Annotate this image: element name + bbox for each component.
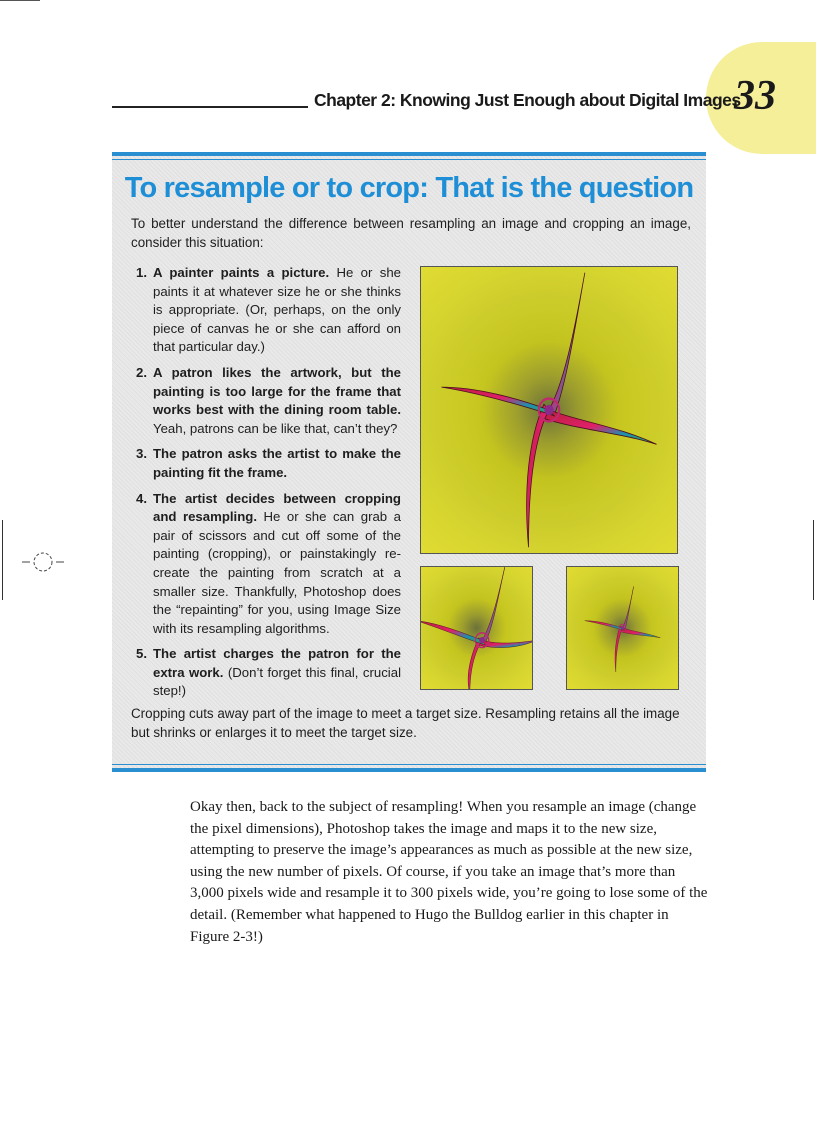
- step-lead: The patron asks the artist to make the painting fit the frame.: [153, 446, 401, 480]
- swirl-image-cropped: [420, 566, 533, 690]
- registration-tick-right: [813, 520, 814, 600]
- swirl-image-resampled: [566, 566, 679, 690]
- step-text: (Don’t forget this final, crucial step!): [153, 664, 401, 699]
- step-lead: A patron likes the artwork, but the painting is too large for the frame that works best with the dining room table.: [153, 364, 401, 418]
- header-rule: [112, 106, 308, 108]
- running-head: Chapter 2: Knowing Just Enough about Digital Images: [314, 90, 741, 110]
- list-item: [131, 490, 401, 639]
- steps-list: [131, 264, 401, 708]
- page-number: 33: [734, 73, 776, 119]
- step-text: He or she can grab a pair of scissors and cut off some of the painting (cropping), or painstakingly re-create the painting from scratch at a smaller size. Thankfully, Photoshop does the “repainting” for you, using Image Size with its resampling algorithms.: [153, 509, 401, 636]
- list-item: [131, 264, 401, 357]
- list-item: [131, 364, 401, 438]
- step-number: 4.: [136, 490, 147, 506]
- step-lead: The artist decides between cropping and resampling.: [153, 490, 401, 525]
- step-number: 5.: [136, 646, 147, 662]
- registration-mark-icon: [22, 549, 64, 575]
- sidebar-intro: To better understand the difference between resampling an image and cropping an image, consider this situation:: [131, 216, 691, 250]
- registration-tick-left: [2, 520, 3, 600]
- step-text: He or she paints it at whatever size he or she thinks is appropriate. (Or, perhaps, on the only piece of canvas he or she can afford on that particular day.): [153, 265, 401, 355]
- crop-mark-top: [0, 0, 40, 4]
- sidebar-title: To resample or to crop: That is the question: [124, 172, 694, 204]
- step-number: 1.: [136, 265, 147, 280]
- sidebar-outro: Cropping cuts away part of the image to meet a target size. Resampling retains all the image but shrinks or enlarges it to meet the target size.: [131, 706, 680, 740]
- step-number: 3.: [136, 446, 147, 462]
- list-item: [131, 645, 401, 701]
- list-item: [131, 445, 401, 482]
- body-paragraph-block: [190, 797, 710, 948]
- body-paragraph: Okay then, back to the subject of resampling! When you resample an image (change the pixel dimensions), Photoshop takes the image and maps it to the new size, attempting to preserve the image’s appearances as much as possible at the new size, using the new number of pixels. Of course, if you take an image that’s more than 3,000 pixels wide and resample it to 300 pixels wide, you’re going to lose some of the detail. (Remember what happened to Hugo the Bulldog earlier in this chapter in Figure 2-3!): [190, 799, 708, 945]
- swirl-image-large: [420, 266, 678, 554]
- step-lead: The artist charges the patron for the extra work.: [153, 646, 401, 680]
- step-lead: A painter paints a picture.: [153, 265, 330, 280]
- step-text: Yeah, patrons can be like that, can’t they?: [153, 420, 398, 436]
- step-number: 2.: [136, 364, 147, 380]
